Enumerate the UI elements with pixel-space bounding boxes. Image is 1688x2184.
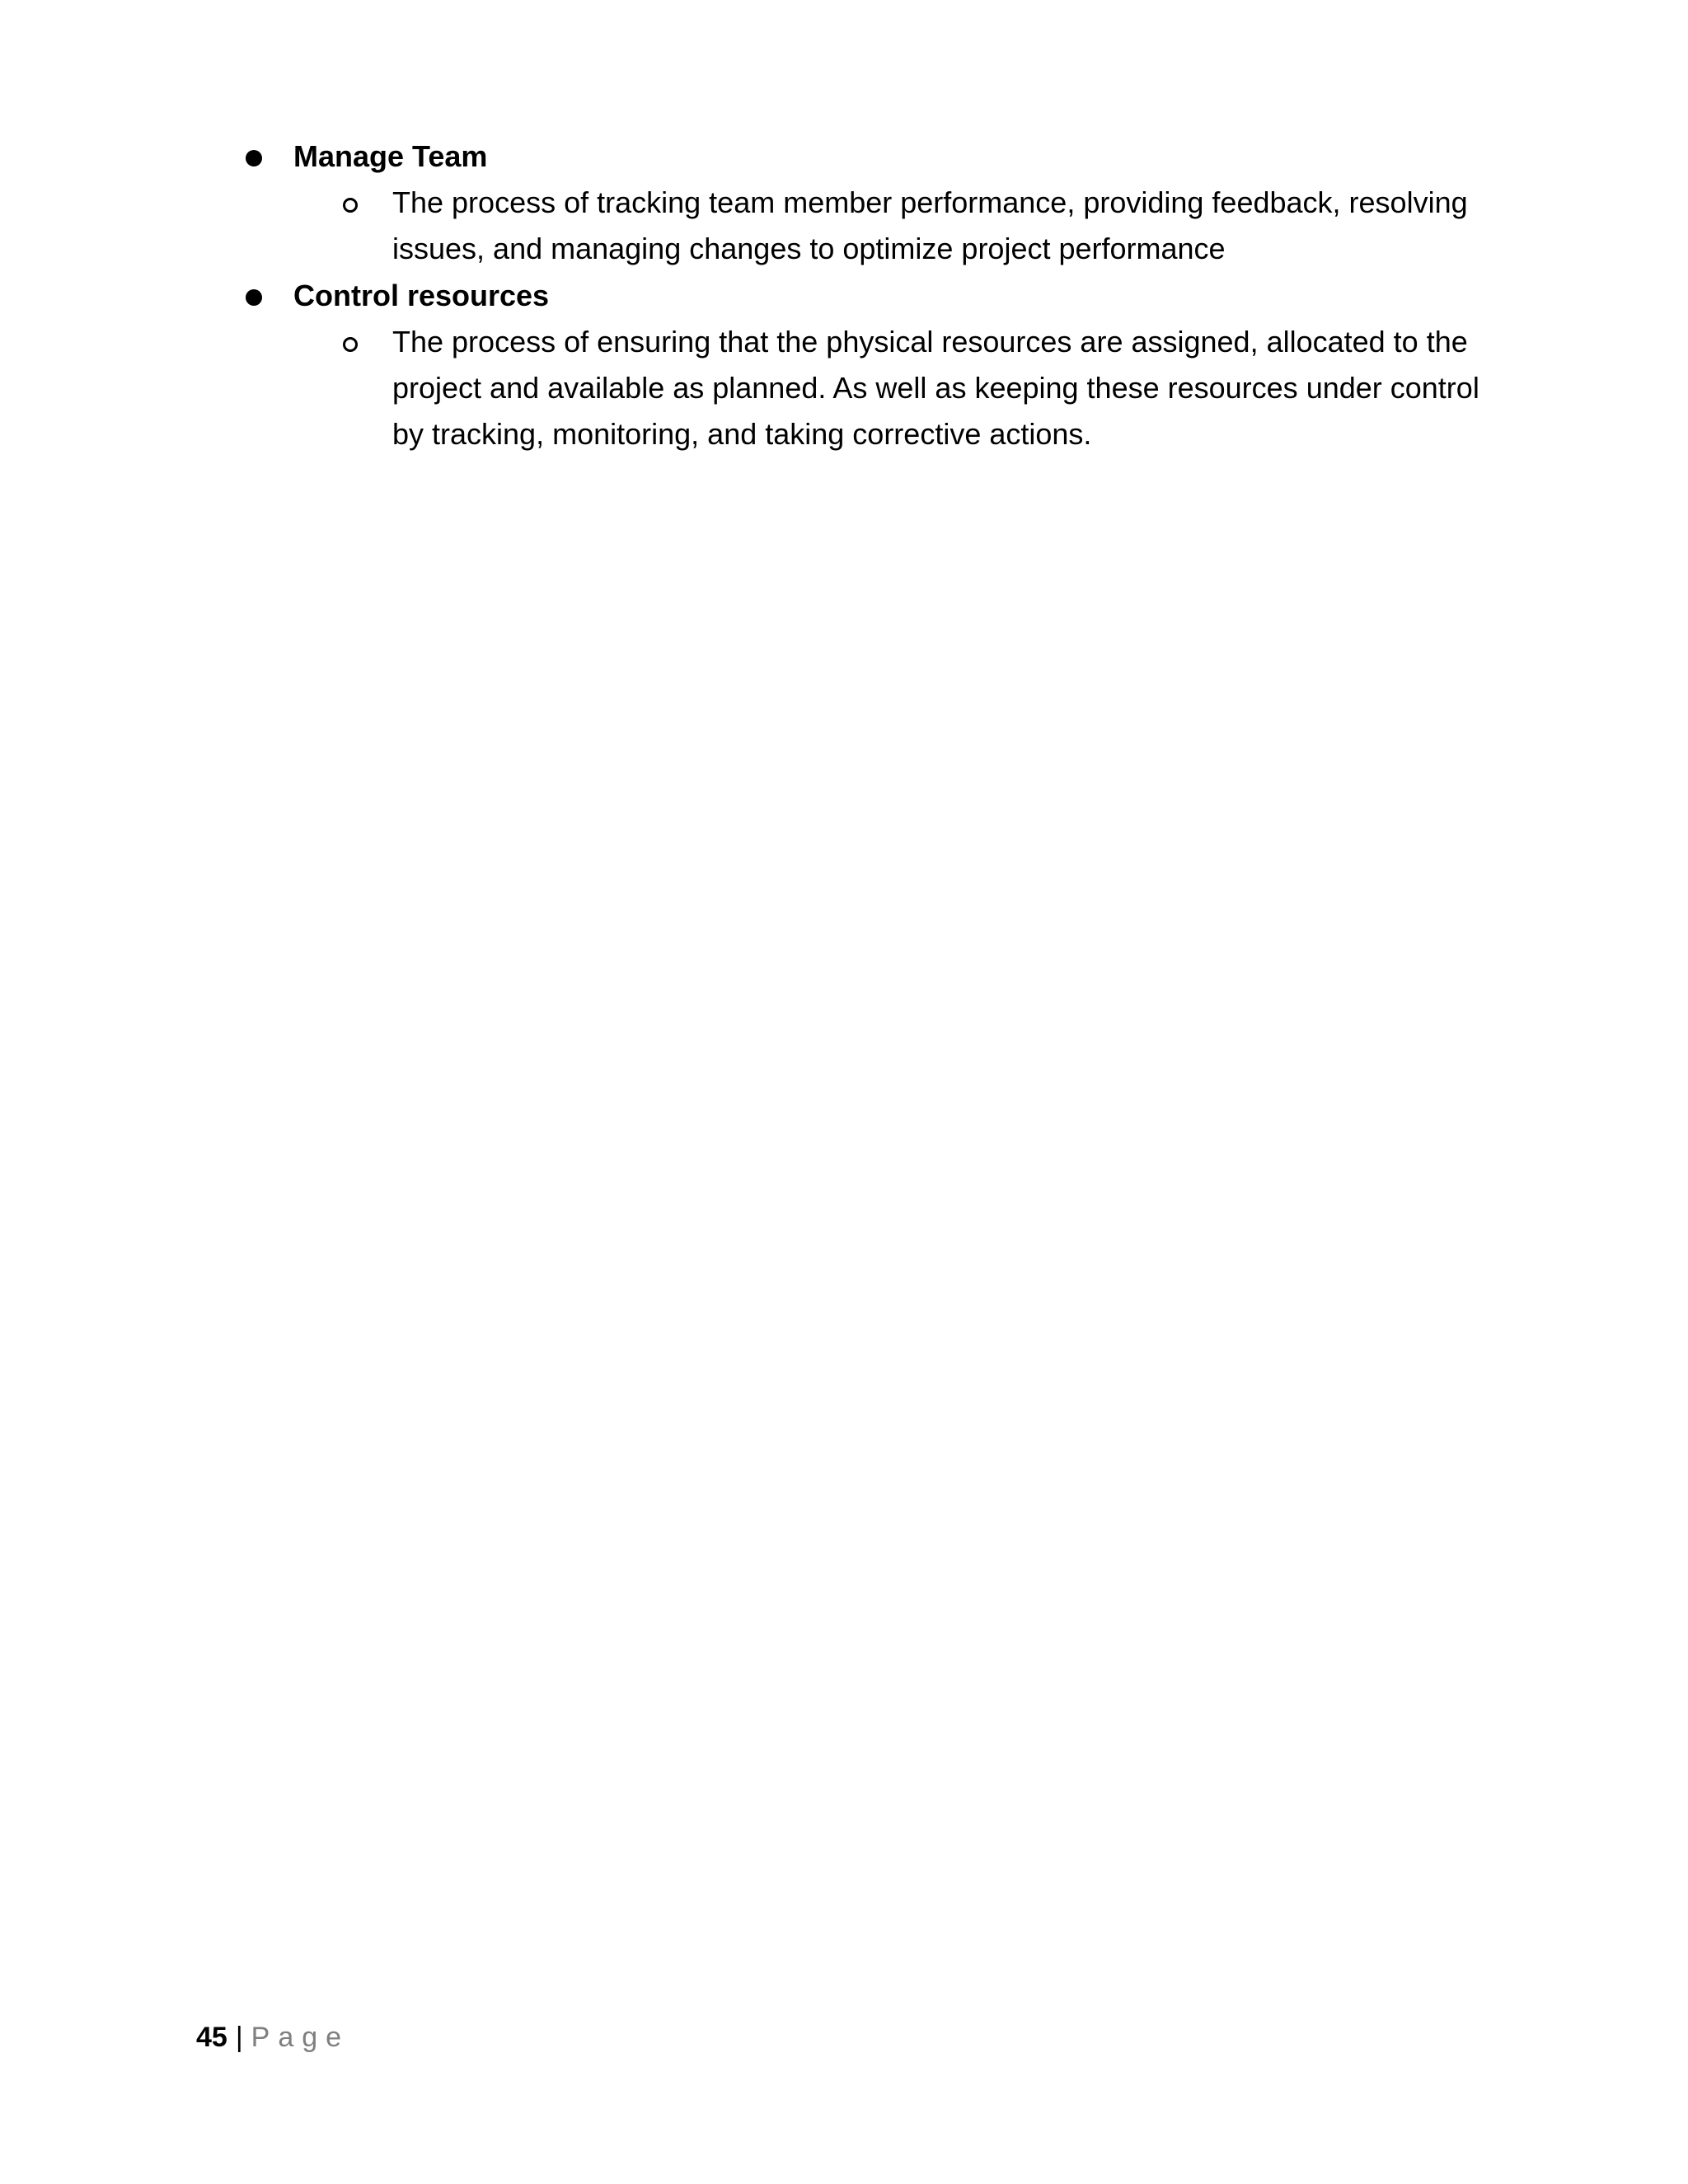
section-title-control-resources: Control resources (293, 279, 550, 312)
bullet-icon (246, 289, 262, 306)
sub-bullet-icon (343, 337, 358, 352)
section-description-manage-team: The process of tracking team member performance, providing feedback, resolving issues, and managing changes to optimize project performance (392, 185, 1468, 265)
footer-separator: | (235, 2022, 243, 2053)
bullet-icon (246, 150, 262, 166)
sub-bullet-icon (343, 198, 358, 213)
section-description-control-resources: The process of ensuring that the physical resources are assigned, allocated to the project and available as planned. As well as keeping these resources under control by tracking, monitoring, and taking corrective actions. (392, 325, 1479, 451)
page-footer (196, 2014, 349, 2060)
page-label: Page (251, 2022, 350, 2053)
section-title-manage-team: Manage Team (293, 139, 488, 173)
page-number: 45 (196, 2022, 227, 2053)
